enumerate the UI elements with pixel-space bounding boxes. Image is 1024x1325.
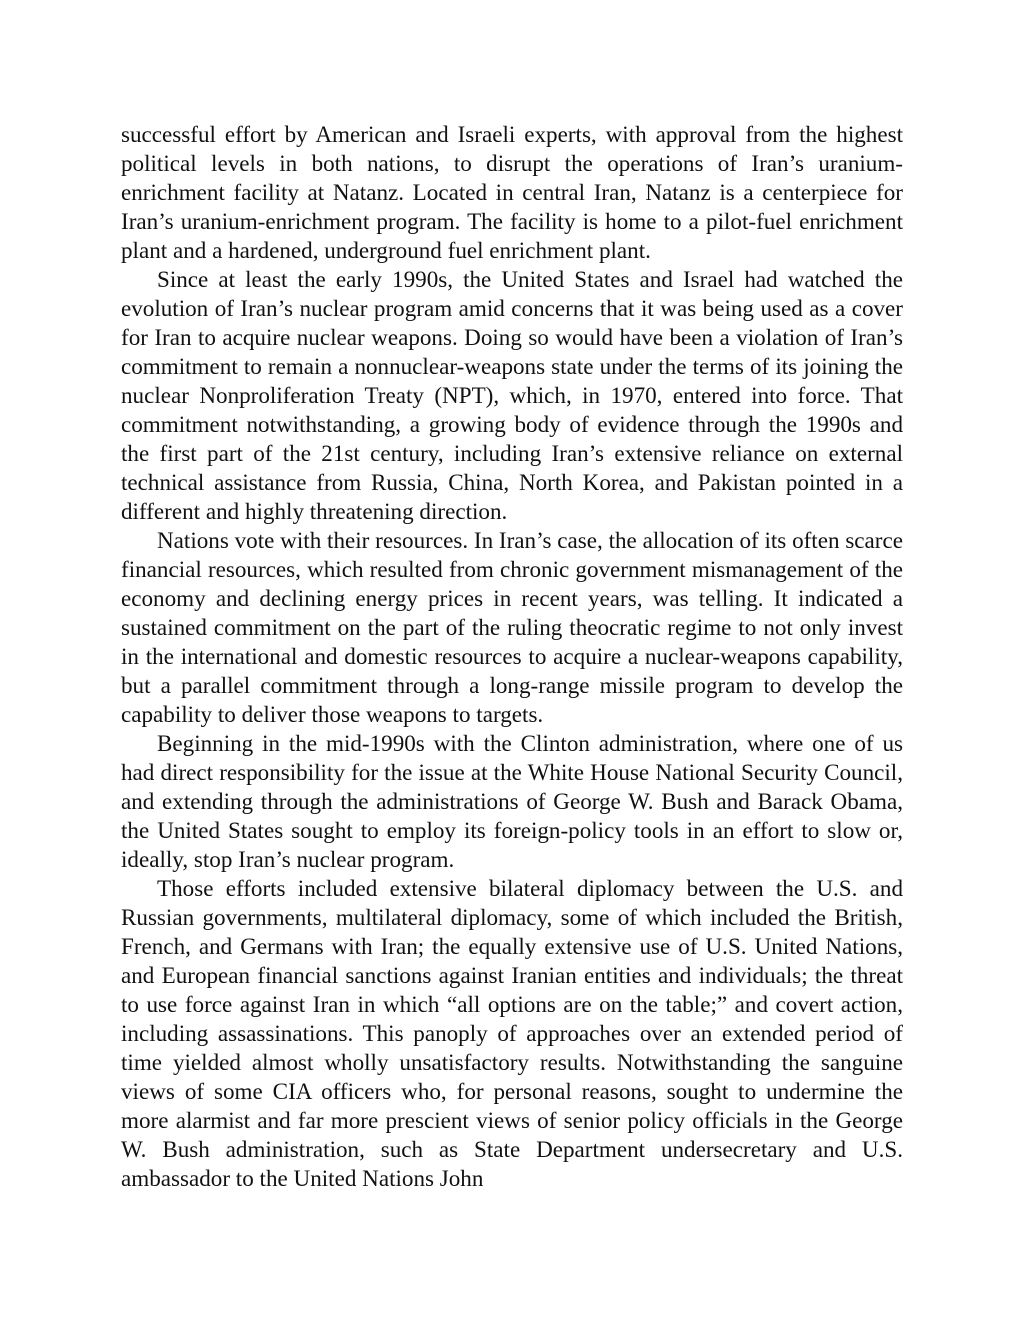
- paragraph-continued: successful effort by American and Israeli experts, with approval from the highest political levels in both nations, to disrupt the operations of Iran’s uranium-enrichment facility at Natanz. Located in central Iran, Natanz is a centerpiece for Iran’s uranium-enrichment program. The facility is home to a pilot-fuel enrichment plant and a hardened, underground fuel enrichment plant.: [121, 121, 903, 263]
- paragraph-efforts-included: Those efforts included extensive bilateral diplomacy between the U.S. and Russian governments, multilateral diplomacy, some of which included the British, French, and Germans with Iran; the equally extensive use of U.S. United Nations, and European financial sanctions against Iranian entities and individuals; the threat to use force against Iran in which “all options are on the table;” and covert action, including assassinations. This panoply of approaches over an extended period of time yielded almost wholly unsatisfactory results. Notwithstanding the sanguine views of some CIA officers who, for personal reasons, sought to undermine the more alarmist and far more prescient views of senior policy officials in the George W. Bush administration, such as State Department undersecretary and U.S. ambassador to the United Nations John: [121, 875, 903, 1191]
- paragraph-clinton-administration: Beginning in the mid-1990s with the Clinton administration, where one of us had direct responsibility for the issue at the White House National Security Council, and extending through the administrations of George W. Bush and Barack Obama, the United States sought to employ its foreign-policy tools in an effort to slow or, ideally, stop Iran’s nuclear program.: [121, 730, 903, 872]
- paragraph-us-israel-watch: Since at least the early 1990s, the United States and Israel had watched the evolution of Iran’s nuclear program amid concerns that it was being used as a cover for Iran to acquire nuclear weapons. Doing so would have been a violation of Iran’s commitment to remain a nonnuclear-weapons state under the terms of its joining the nuclear Nonproliferation Treaty (NPT), which, in 1970, entered into force. That commitment notwithstanding, a growing body of evidence through the 1990s and the first part of the 21st century, including Iran’s extensive reliance on external technical assistance from Russia, China, North Korea, and Pakistan pointed in a different and highly threatening direction.: [121, 266, 903, 524]
- paragraph-nations-vote: Nations vote with their resources. In Iran’s case, the allocation of its often scarce financial resources, which resulted from chronic government mismanagement of the economy and declining energy prices in recent years, was telling. It indicated a sustained commitment on the part of the ruling theocratic regime to not only invest in the international and domestic resources to acquire a nuclear-weapons capability, but a parallel commitment through a long-range missile program to develop the capability to deliver those weapons to targets.: [121, 527, 903, 727]
- document-page: [121, 120, 903, 1193]
